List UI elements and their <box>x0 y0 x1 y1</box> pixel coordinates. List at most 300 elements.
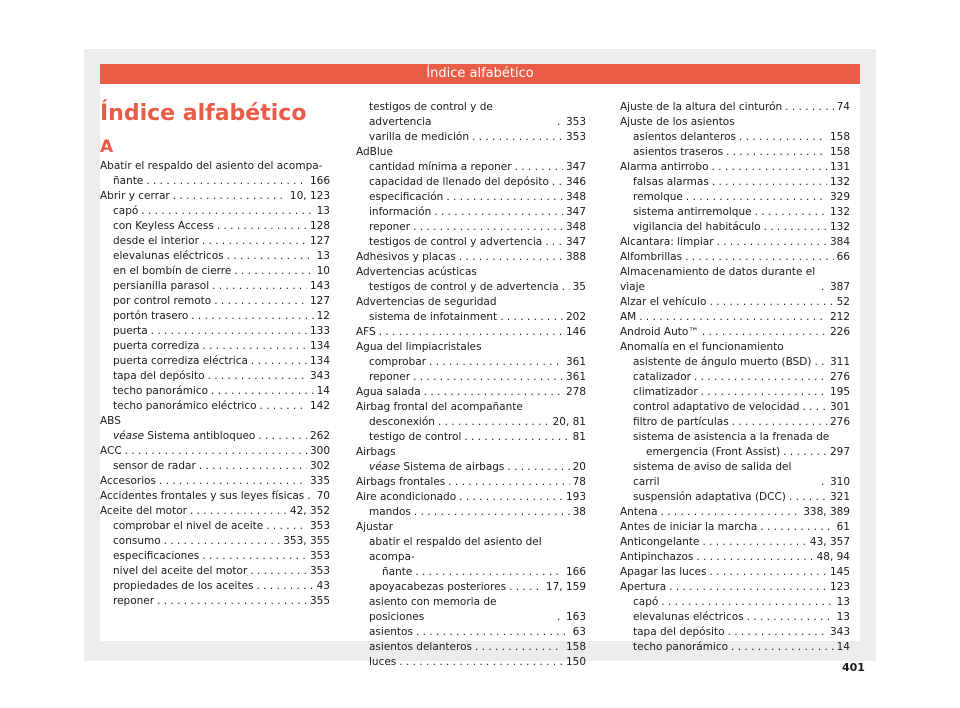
entry-term: consumo <box>113 535 161 547</box>
entry-page: 347 <box>565 206 586 218</box>
index-entry <box>356 100 586 130</box>
entry-term: Apertura <box>620 581 667 593</box>
entry-page: 134 <box>309 340 330 352</box>
index-entry <box>620 490 850 505</box>
index-entry <box>356 595 586 625</box>
entry-page: 300 <box>309 445 330 457</box>
entry-term: ABS <box>100 415 121 427</box>
entry-term: techo panorámico <box>113 385 209 397</box>
leader-dots <box>515 160 563 175</box>
leader-dots <box>728 625 827 640</box>
entry-page: 388 <box>565 251 586 263</box>
leader-dots <box>266 519 307 534</box>
entry-page: 193 <box>565 491 586 503</box>
entry-page: 384 <box>829 236 850 248</box>
index-entry <box>620 175 850 190</box>
index-entry <box>620 340 850 355</box>
entry-page: 13 <box>836 596 850 608</box>
index-entry <box>356 310 586 325</box>
index-entry <box>100 384 330 399</box>
leader-dots <box>557 115 563 130</box>
entry-term: Airbag frontal del acompañante <box>356 401 523 413</box>
entry-page: 66 <box>836 251 850 263</box>
entry-page: 74 <box>836 101 850 113</box>
entry-page: 361 <box>565 371 586 383</box>
index-entry <box>100 189 330 204</box>
entry-term: luces <box>369 656 397 668</box>
leader-dots <box>709 295 833 310</box>
entry-term: propiedades de los aceites <box>113 580 254 592</box>
leader-dots <box>464 430 569 445</box>
leader-dots <box>159 474 307 489</box>
entry-term: Accidentes frontales y sus leyes físicas <box>100 490 305 502</box>
index-entry <box>100 489 330 504</box>
entry-term: reponer <box>369 221 411 233</box>
leader-dots <box>438 415 550 430</box>
index-column-3 <box>620 100 850 655</box>
entry-term: catalizador <box>633 371 691 383</box>
see-target: Sistema antibloqueo <box>147 430 256 442</box>
index-entry <box>100 564 330 579</box>
entry-term: desde el interior <box>113 235 199 247</box>
leader-dots <box>669 580 827 595</box>
index-entry <box>100 399 330 414</box>
leader-dots <box>717 235 827 250</box>
leader-dots <box>227 249 314 264</box>
entry-page: 143 <box>309 280 330 292</box>
leader-dots <box>712 160 827 175</box>
leader-dots <box>764 220 827 235</box>
index-entry <box>620 400 850 415</box>
entry-term: Accesorios <box>100 475 157 487</box>
index-entry <box>356 385 586 400</box>
leader-dots <box>701 385 827 400</box>
entry-page: 10, 123 <box>289 190 330 202</box>
leader-dots <box>694 370 827 385</box>
entry-page: 42, 352 <box>289 505 330 517</box>
entry-page: 166 <box>309 175 330 187</box>
entry-term: remolque <box>633 191 683 203</box>
leader-dots <box>783 445 827 460</box>
entry-term: puerta <box>113 325 148 337</box>
entry-term: asientos traseros <box>633 146 724 158</box>
index-entry <box>620 415 850 430</box>
leader-dots <box>217 219 307 234</box>
index-entry <box>356 445 586 460</box>
entry-page: 14 <box>316 385 330 397</box>
entry-term: en el bombín de cierre <box>113 265 232 277</box>
entry-term-continuation: ñante <box>382 566 413 578</box>
index-entry <box>100 294 330 309</box>
entry-term: asiento con memoria de posiciones <box>369 596 497 623</box>
index-entry <box>620 535 850 550</box>
leader-dots <box>747 610 834 625</box>
entry-page: 81 <box>572 431 586 443</box>
entry-page: 14 <box>836 641 850 653</box>
entry-term: sensor de radar <box>113 460 196 472</box>
entry-term: techo panorámico <box>633 641 729 653</box>
entry-page: 20, 81 <box>552 416 586 428</box>
entry-page: 13 <box>836 611 850 623</box>
entry-term: apoyacabezas posteriores <box>369 581 507 593</box>
entry-term: Anticongelante <box>620 536 700 548</box>
entry-page: 348 <box>565 221 586 233</box>
entry-page: 127 <box>309 235 330 247</box>
index-entry <box>100 234 330 249</box>
entry-term: vigilancia del habitáculo <box>633 221 761 233</box>
index-entry <box>620 355 850 370</box>
entry-term: Antes de iniciar la marcha <box>620 521 758 533</box>
index-entry <box>100 504 330 519</box>
entry-page: 158 <box>565 641 586 653</box>
leader-dots <box>712 175 827 190</box>
entry-term: Alcantara: limpiar <box>620 236 714 248</box>
leader-dots <box>639 310 827 325</box>
entry-page: 12 <box>316 310 330 322</box>
entry-page: 10 <box>316 265 330 277</box>
entry-term: Ajuste de los asientos <box>620 116 735 128</box>
index-entry <box>356 430 586 445</box>
entry-page: 353 <box>565 131 586 143</box>
entry-term: Agua salada <box>356 386 421 398</box>
index-entry <box>356 295 586 310</box>
entry-term: Advertencias acústicas <box>356 266 477 278</box>
entry-page: 346 <box>565 176 586 188</box>
index-entry <box>620 325 850 340</box>
entry-term: falsas alarmas <box>633 176 709 188</box>
entry-page: 353 <box>309 565 330 577</box>
index-entry <box>620 295 850 310</box>
entry-page: 43, 357 <box>809 536 850 548</box>
entry-term: Android Auto™ <box>620 326 699 338</box>
entry-term: capacidad de llenado del depósito <box>369 176 549 188</box>
entry-page: 158 <box>829 131 850 143</box>
index-entry <box>620 610 850 625</box>
leader-dots <box>157 594 307 609</box>
index-entry <box>100 309 330 324</box>
index-entry <box>356 145 586 160</box>
index-entry <box>620 250 850 265</box>
entry-term: Alzar el vehículo <box>620 296 707 308</box>
index-entry <box>620 640 850 655</box>
entry-term: Agua del limpiacristales <box>356 341 482 353</box>
leader-dots <box>413 220 563 235</box>
leader-dots <box>821 475 827 490</box>
entry-term: AM <box>620 311 637 323</box>
entry-term: tapa del depósito <box>113 370 205 382</box>
index-entry <box>620 220 850 235</box>
leader-dots <box>191 309 313 324</box>
leader-dots <box>459 490 563 505</box>
entry-term: tapa del depósito <box>633 626 725 638</box>
entry-term: sistema de asistencia a la frenada de <box>633 431 830 443</box>
entry-term <box>113 429 255 444</box>
entry-page: 353 <box>309 520 330 532</box>
index-entry <box>356 355 586 370</box>
entry-page: 276 <box>829 416 850 428</box>
leader-dots <box>702 325 827 340</box>
leader-dots <box>416 625 570 640</box>
index-entry <box>100 354 330 369</box>
entry-term: AdBlue <box>356 146 393 158</box>
entry-term: Abrir y cerrar <box>100 190 170 202</box>
index-entry <box>356 280 586 295</box>
leader-dots <box>821 280 827 295</box>
entry-page: 310 <box>829 476 850 488</box>
entry-page: 128 <box>309 220 330 232</box>
leader-dots <box>731 640 834 655</box>
entry-term: asientos delanteros <box>369 641 472 653</box>
leader-dots <box>125 444 307 459</box>
entry-term: elevalunas eléctricos <box>113 250 224 262</box>
entry-page: 297 <box>829 446 850 458</box>
entry-page: 338, 389 <box>803 506 850 518</box>
entry-page: 321 <box>829 491 850 503</box>
entry-page: 146 <box>565 326 586 338</box>
index-entry <box>620 520 850 535</box>
entry-term: asientos delanteros <box>633 131 736 143</box>
index-entry <box>100 519 330 534</box>
entry-page: 355 <box>309 595 330 607</box>
index-entry <box>100 369 330 384</box>
entry-term: cantidad mínima a reponer <box>369 161 512 173</box>
entry-page: 353 <box>565 116 586 128</box>
leader-dots <box>739 130 827 145</box>
entry-page: 347 <box>565 161 586 173</box>
entry-term: elevalunas eléctricos <box>633 611 744 623</box>
leader-dots <box>661 595 833 610</box>
entry-page: 212 <box>829 311 850 323</box>
index-entry <box>356 190 586 205</box>
index-entry <box>356 235 586 250</box>
index-entry <box>620 505 850 520</box>
see-reference: véase <box>113 430 145 442</box>
index-entry <box>100 219 330 234</box>
index-entry <box>356 160 586 175</box>
index-entry <box>620 115 850 130</box>
entry-page: 17, 159 <box>545 581 586 593</box>
entry-term: mandos <box>369 506 411 518</box>
entry-page: 132 <box>829 206 850 218</box>
index-entry <box>356 130 586 145</box>
index-entry <box>620 580 850 595</box>
entry-page: 20 <box>572 461 586 473</box>
entry-term: Ajuste de la altura del cinturón <box>620 101 783 113</box>
leader-dots <box>562 280 570 295</box>
index-entry <box>356 640 586 655</box>
index-entry <box>620 370 850 385</box>
leader-dots <box>202 234 307 249</box>
entry-page: 202 <box>565 311 586 323</box>
entry-page: 13 <box>316 250 330 262</box>
index-entry <box>100 264 330 279</box>
entry-term: Apagar las luces <box>620 566 707 578</box>
index-entry <box>356 415 586 430</box>
leader-dots <box>557 610 563 625</box>
index-entry <box>620 625 850 640</box>
index-entry <box>620 145 850 160</box>
leader-dots <box>434 205 563 220</box>
section-letter: A <box>100 137 114 157</box>
entry-term: Airbags frontales <box>356 476 446 488</box>
entry-page: 311 <box>829 356 850 368</box>
see-reference: véase <box>369 461 401 473</box>
entry-term: suspensión adaptativa (DCC) <box>633 491 786 503</box>
leader-dots <box>696 550 813 565</box>
entry-term: techo panorámico eléctrico <box>113 400 257 412</box>
leader-dots <box>448 475 569 490</box>
leader-dots <box>815 355 827 370</box>
leader-dots <box>199 459 307 474</box>
entry-term: ACC <box>100 445 122 457</box>
entry-term: con Keyless Access <box>113 220 214 232</box>
entry-term <box>369 460 504 475</box>
entry-term: sistema de infotainment <box>369 311 498 323</box>
index-entry <box>100 204 330 219</box>
entry-term: asientos <box>369 626 413 638</box>
leader-dots <box>507 460 569 475</box>
entry-page: 353 <box>309 550 330 562</box>
entry-page: 133 <box>309 325 330 337</box>
leader-dots <box>726 145 827 160</box>
page-title: Índice alfabético <box>100 101 307 126</box>
entry-page: 301 <box>829 401 850 413</box>
leader-dots <box>212 279 307 294</box>
index-entry <box>356 535 586 565</box>
entry-page: 278 <box>565 386 586 398</box>
entry-term: testigos de control y advertencia <box>369 236 543 248</box>
entry-term: climatizador <box>633 386 698 398</box>
index-entry <box>356 250 586 265</box>
entry-page: 166 <box>565 566 586 578</box>
index-entry <box>356 490 586 505</box>
leader-dots <box>429 355 563 370</box>
entry-page: 343 <box>309 370 330 382</box>
entry-term: por control remoto <box>113 295 212 307</box>
see-target: Sistema de airbags <box>403 461 505 473</box>
entry-page: 127 <box>309 295 330 307</box>
index-entry <box>620 460 850 490</box>
entry-term: información <box>369 206 432 218</box>
entry-page: 343 <box>829 626 850 638</box>
index-entry <box>356 370 586 385</box>
index-entry <box>620 190 850 205</box>
entry-term: Antena <box>620 506 658 518</box>
leader-dots <box>141 204 313 219</box>
page-number: 401 <box>842 661 865 674</box>
entry-page: 347 <box>565 236 586 248</box>
index-entry <box>620 100 850 115</box>
index-entry <box>356 475 586 490</box>
index-entry <box>100 474 330 489</box>
entry-term: Aire acondicionado <box>356 491 457 503</box>
leader-dots <box>202 549 307 564</box>
index-entry <box>356 265 586 280</box>
entry-page: 43 <box>316 580 330 592</box>
leader-dots <box>415 565 563 580</box>
entry-page: 353, 355 <box>283 535 330 547</box>
leader-dots <box>151 324 307 339</box>
leader-dots <box>685 250 834 265</box>
index-entry <box>100 549 330 564</box>
entry-page: 302 <box>309 460 330 472</box>
leader-dots <box>234 264 313 279</box>
leader-dots <box>251 354 307 369</box>
entry-term: puerta corrediza <box>113 340 200 352</box>
index-entry <box>100 324 330 339</box>
index-entry-continuation <box>100 174 330 189</box>
entry-page: 329 <box>829 191 850 203</box>
leader-dots <box>802 400 827 415</box>
entry-page: 163 <box>565 611 586 623</box>
entry-term: asistente de ángulo muerto (BSD) <box>633 356 812 368</box>
leader-dots <box>414 505 570 520</box>
index-entry <box>356 205 586 220</box>
index-entry <box>620 310 850 325</box>
index-entry <box>620 595 850 610</box>
entry-term: portón trasero <box>113 310 189 322</box>
leader-dots <box>214 294 307 309</box>
entry-page: 52 <box>836 296 850 308</box>
leader-dots <box>258 429 307 444</box>
index-entry <box>100 414 330 429</box>
entry-term: puerta corrediza eléctrica <box>113 355 248 367</box>
entry-page: 348 <box>565 191 586 203</box>
entry-term: reponer <box>369 371 411 383</box>
entry-term: sistema de aviso de salida del carril <box>633 461 792 488</box>
leader-dots <box>709 565 826 580</box>
entry-term: especificaciones <box>113 550 200 562</box>
index-entry <box>100 534 330 549</box>
entry-page: 70 <box>316 490 330 502</box>
entry-term: AFS <box>356 326 376 338</box>
index-entry <box>356 505 586 520</box>
index-entry <box>356 325 586 340</box>
entry-page: 61 <box>836 521 850 533</box>
leader-dots <box>789 490 827 505</box>
index-entry <box>356 400 586 415</box>
entry-page: 276 <box>829 371 850 383</box>
index-entry <box>100 579 330 594</box>
entry-term-continuation: ñante <box>113 175 144 187</box>
entry-page: 195 <box>829 386 850 398</box>
entry-term: Abatir el respaldo del asiento del acompa- <box>100 160 323 172</box>
index-entry <box>356 625 586 640</box>
index-entry <box>100 159 330 174</box>
entry-term: testigos de control y de advertencia <box>369 101 493 128</box>
entry-term: Airbags <box>356 446 396 458</box>
entry-page: 145 <box>829 566 850 578</box>
index-entry <box>356 580 586 595</box>
leader-dots <box>475 640 563 655</box>
index-entry <box>356 655 586 670</box>
entry-term: comprobar el nivel de aceite <box>113 520 264 532</box>
entry-term: Antipinchazos <box>620 551 694 563</box>
entry-page: 262 <box>309 430 330 442</box>
index-entry <box>100 444 330 459</box>
leader-dots <box>760 520 833 535</box>
entry-term: desconexión <box>369 416 435 428</box>
leader-dots <box>785 100 833 115</box>
index-entry <box>100 594 330 609</box>
header-banner: Índice alfabético <box>100 64 860 84</box>
entry-term: Anomalía en el funcionamiento <box>620 341 784 353</box>
entry-term: persianilla parasol <box>113 280 210 292</box>
entry-term: especificación <box>369 191 444 203</box>
index-column-1 <box>100 100 330 609</box>
index-entry <box>356 520 586 535</box>
index-entry <box>620 430 850 445</box>
